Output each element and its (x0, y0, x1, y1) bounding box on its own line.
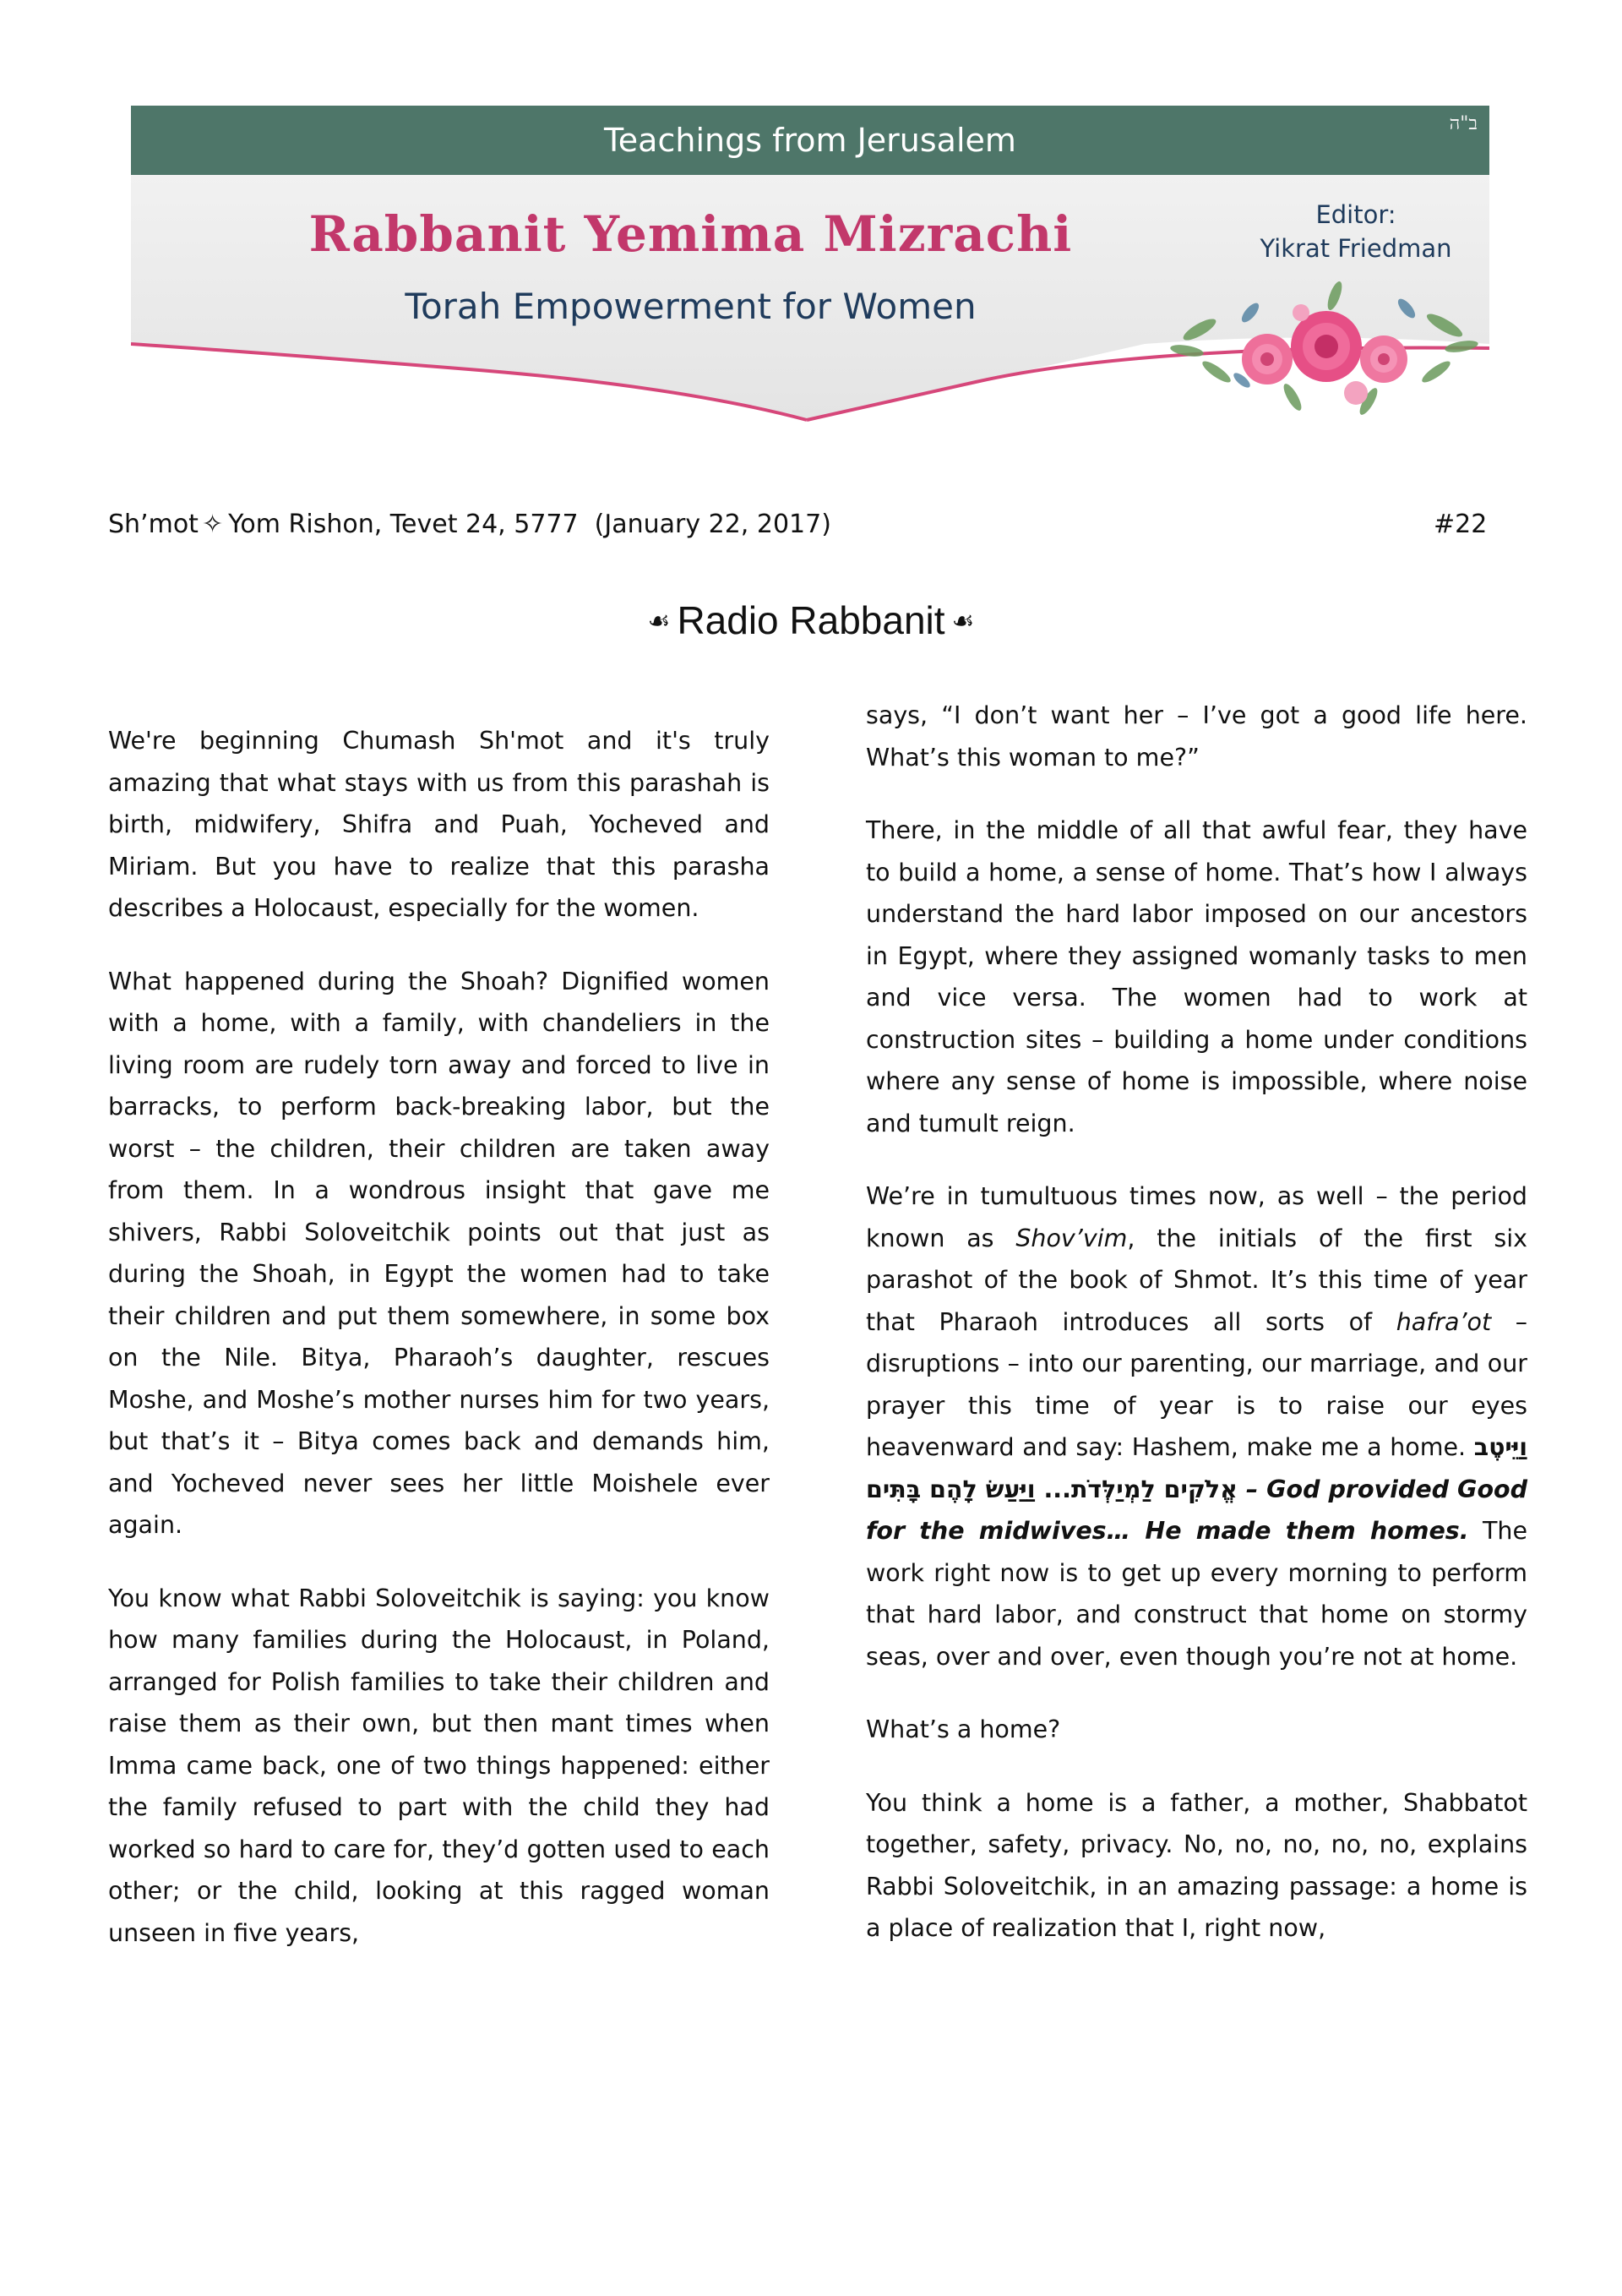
term-hafraot: hafra’ot (1396, 1307, 1492, 1336)
text-run: , the initials of the first six parashot of the book of Shmot. It’s this time of year that Pharaoh introduces all sorts of (866, 1224, 1527, 1336)
banner-title: Rabbanit Yemima Mizrachi (308, 205, 1073, 263)
paragraph: What happened during the Shoah? Dignified women with a home, with a family, with chandeliers in the living room are rudely torn away and forced to live in barracks, to perform back-breaking labor, but the worst – the children, their children are taken away from them. In a wondrous insight that gave me shivers, Rabbi Soloveitchik points out that just as during the Shoah, in Egypt the women had to take their children and put them somewhere, in some box on the Nile. Bitya, Pharaoh’s daughter, rescues Moshe, and Moshe’s mother nurses him for two years, but that’s it – Bitya comes back and demands him, and Yocheved never sees her little Moishele ever again. (108, 967, 770, 1539)
right-column (866, 695, 1527, 1981)
issue-date-line (108, 510, 831, 539)
bh-mark: ב"ה (1449, 113, 1478, 134)
term-shovvim: Shov’vim (1015, 1224, 1128, 1252)
paragraph: We're beginning Chumash Sh'mot and it's truly amazing that what stays with us from this parashah is birth, midwifery, Shifra and Puah, Yocheved and Miriam. But you have to realize that this parasha describes a Holocaust, especially for the women. (108, 727, 770, 922)
paragraph: says, “I don’t want her – I’ve got a good life here. What’s this woman to me?” (866, 701, 1527, 772)
paragraph (866, 1175, 1527, 1677)
star-icon: ✧ (201, 510, 224, 539)
paragraph: There, in the middle of all that awful fear, they have to build a home, a sense of home. That’s how I always understand the hard labor imposed on our ancestors in Egypt, where they assigned womanly tasks to men and vice versa. The women had to work at construction sites – building a home under conditions where any sense of home is impossible, where noise and tumult reign. (866, 816, 1527, 1137)
parasha-name: Sh’mot (108, 510, 199, 539)
banner-top-bar (131, 106, 1489, 175)
text-run: – disruptions – into our parenting, our marriage, and our prayer this time of year is to raise our eyes heavenward and say: Hashem, make me a home. (866, 1307, 1527, 1461)
text-run: The work right now is to get up every morning to perform that hard labor, and construct that home on stormy seas, over and over, even though you’re not at home. (866, 1517, 1527, 1671)
issue-number: #22 (1434, 510, 1488, 539)
hebrew-verse: וַיֵּיטֶב אֱלֹקִים לַמְיַלְּדֹת... וַיַּעַשׂ לָהֶם בָּתִּים (866, 1433, 1527, 1503)
editor-name: Yikrat Friedman (1260, 234, 1452, 263)
banner-subtitle: Torah Empowerment for Women (405, 286, 977, 327)
flourish-left-icon: ☙ (647, 607, 671, 636)
text-run: We’re in tumultuous times now, as well – the period known as (866, 1182, 1527, 1252)
banner-top-label: Teachings from Jerusalem (604, 122, 1016, 159)
flower-bouquet-icon (1166, 279, 1487, 423)
flourish-right-icon: ☙ (951, 607, 975, 636)
masthead-banner (131, 106, 1489, 431)
section-title-text: Radio Rabbanit (677, 598, 945, 642)
editor-label: Editor: (1315, 200, 1396, 229)
issue-date: Yom Rishon, Tevet 24, 5777 (January 22, 2017) (228, 510, 831, 539)
paragraph: You know what Rabbi Soloveitchik is saying: you know how many families during the Holocaust, in Poland, arranged for Polish families to take their children and raise them as their own, but then mant times when Imma came back, one of two things happened: either the family refused to part with the child they had worked so hard to care for, they’d gotten used to each other; or the child, looking at this ragged woman unseen in five years, (108, 1584, 770, 1947)
paragraph: You think a home is a father, a mother, Shabbatot together, safety, privacy. No, no, no, no, no, explains Rabbi Soloveitchik, in an amazing passage: a home is a place of realization that I, right now, (866, 1788, 1527, 1942)
paragraph: What’s a home? (866, 1715, 1061, 1743)
left-column (108, 720, 770, 1985)
verse-translation: – God provided Good for the midwives… He made them homes. (866, 1475, 1527, 1545)
section-title (0, 597, 1622, 643)
